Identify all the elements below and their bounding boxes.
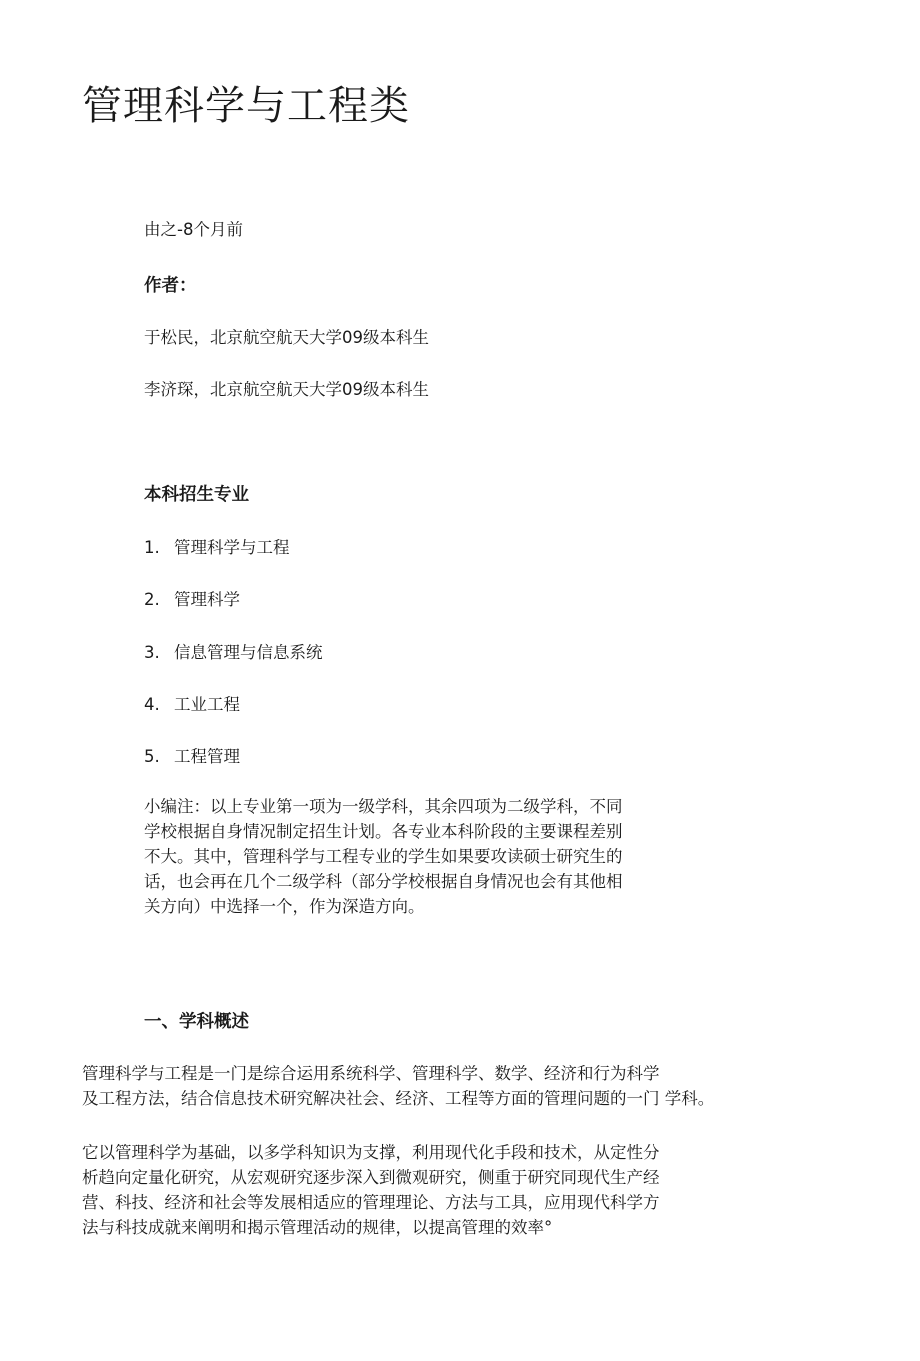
major-label: 管理科学 [174, 590, 240, 609]
section-heading: 一、学科概述 [144, 1012, 249, 1032]
post-meta: 由之-8个月前 [144, 220, 243, 239]
paragraph-line: 它以管理科学为基础，以多学科知识为支撑，利用现代化手段和技术，从定性分 [82, 1143, 660, 1162]
major-label: 工程管理 [174, 747, 240, 766]
author-line: 李济琛，北京航空航天大学09级本科生 [144, 380, 429, 399]
note-line: 学校根据自身情况制定招生计划。各专业本科阶段的主要课程差别 [144, 822, 623, 841]
editor-note [144, 794, 684, 919]
list-number: 5. [144, 747, 160, 766]
major-label: 信息管理与信息系统 [174, 643, 323, 662]
list-number: 1. [144, 538, 160, 557]
authors-heading: 作者： [144, 276, 197, 296]
paragraph-line: 及工程方法，结合信息技术研究解决社会、经济、工程等方面的管理问题的一门 学科。 [82, 1089, 715, 1108]
major-list-item [144, 640, 323, 666]
paragraph-line: 营、科技、经济和社会等发展相适应的管理理论、方法与工具，应用现代科学方 [82, 1193, 660, 1212]
author-line: 于松民，北京航空航天大学09级本科生 [144, 328, 429, 347]
major-list-item [144, 692, 240, 718]
major-list-item [144, 587, 240, 613]
major-label: 工业工程 [174, 695, 240, 714]
major-list-item [144, 535, 290, 561]
note-line: 关方向）中选择一个，作为深造方向。 [144, 897, 425, 916]
note-line: 小编注：以上专业第一项为一级学科，其余四项为二级学科，不同 [144, 797, 623, 816]
list-number: 2. [144, 590, 160, 609]
document-title: 管理科学与工程类 [82, 83, 410, 129]
overview-paragraph [82, 1061, 842, 1111]
overview-paragraph [82, 1140, 742, 1240]
major-label: 管理科学与工程 [174, 538, 290, 557]
paragraph-line: 析趋向定量化研究，从宏观研究逐步深入到微观研究，侧重于研究同现代生产经 [82, 1168, 660, 1187]
list-number: 4. [144, 695, 160, 714]
paragraph-line: 管理科学与工程是一门是综合运用系统科学、管理科学、数学、经济和行为科学 [82, 1064, 660, 1083]
major-list-item [144, 744, 240, 770]
paragraph-line: 法与科技成就来阐明和揭示管理活动的规律，以提高管理的效率° [82, 1218, 553, 1237]
note-line: 话，也会再在几个二级学科（部分学校根据自身情况也会有其他相 [144, 872, 623, 891]
list-number: 3. [144, 643, 160, 662]
note-line: 不大。其中，管理科学与工程专业的学生如果要攻读硕士研究生的 [144, 847, 623, 866]
majors-heading: 本科招生专业 [144, 485, 249, 505]
